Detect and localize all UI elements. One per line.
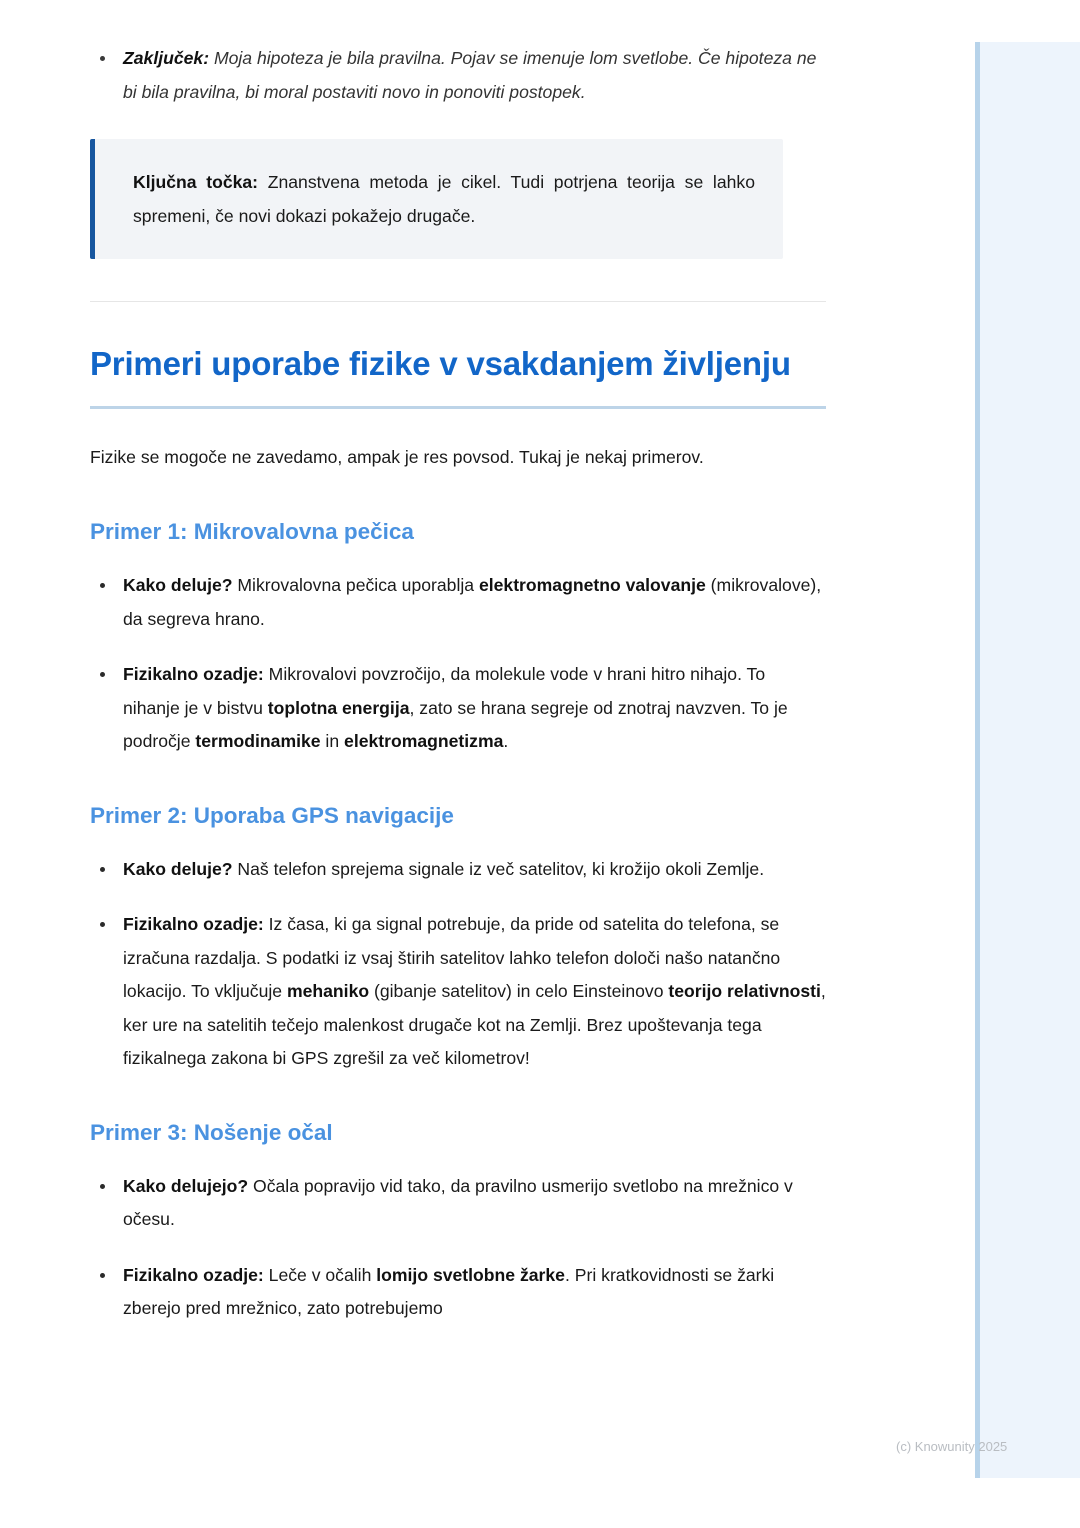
bullet-lead-label: Fizikalno ozadje: [123, 1264, 264, 1285]
bullet-strong-term: elektromagnetno valovanje [478, 575, 706, 595]
example-1-bullet-list [90, 569, 826, 759]
callout-paragraph [133, 165, 755, 233]
example-heading-2: Primer 2: Uporaba GPS navigacije [90, 802, 454, 828]
bullet-text-part: Iz časa, ki ga signal potrebuje, da pride od satelita do telefona, se izračuna razdalja. S podatki iz vsaj štirih satelitov lahko telefon določi našo natančno lokacijo. To vključuje [123, 914, 781, 1001]
example-heading-1: Primer 1: Mikrovalovna pečica [90, 519, 414, 544]
bullet-text-part: Očala popravijo vid tako, da pravilno usmerijo svetlobo na mrežnico v očesu. [123, 1175, 793, 1229]
list-item [90, 658, 826, 759]
list-item [90, 1259, 826, 1326]
bullet-lead-label: Kako deluje? [123, 575, 233, 595]
bullet-text-part: Naš telefon sprejema signale iz več satelitov, ki krožijo okoli Zemlje. [232, 858, 765, 879]
example-2-bullet-list [90, 853, 826, 1076]
document-content [90, 42, 826, 1326]
example-heading-3: Primer 3: Nošenje očal [90, 1119, 333, 1145]
example-3-bullet-list [90, 1170, 826, 1326]
bullet-lead-label: Kako deluje? [123, 858, 233, 879]
side-scroll-panel-edge[interactable] [975, 42, 980, 1478]
bullet-lead-label: Fizikalno ozadje: [123, 914, 264, 934]
list-item [90, 908, 826, 1076]
key-point-callout [90, 139, 783, 259]
bullet-text-part: Mikrovalovi povzročijo, da molekule vode v hrani hitro nihajo. To nihanje je v bistvu [123, 664, 766, 718]
bullet-strong-term: elektromagnetizma [344, 731, 504, 751]
bullet-text-part: in [320, 731, 345, 751]
intro-paragraph: Fizike se mogoče ne zavedamo, ampak je res povsod. Tukaj je nekaj primerov. [90, 447, 704, 467]
bullet-strong-term: mehaniko [286, 981, 370, 1001]
callout-text: Znanstvena metoda je cikel. Tudi potrjena teorija se lahko spremeni, če novi dokazi pokažejo drugače. [133, 172, 755, 226]
bullet-strong-term: toplotna energija [267, 697, 410, 718]
bullet-text: Moja hipoteza je bila pravilna. Pojav se imenuje lom svetlobe. Če hipoteza ne bi bila pravilna, bi moral postaviti novo in ponoviti postopek. [123, 48, 817, 102]
bullet-text-part: , ker ure na satelitih tečejo malenkost drugače kot na Zemlji. Brez upoštevanja tega fizikalnega zakona bi GPS zgrešil za več kilometrov! [123, 981, 826, 1068]
bullet-text-part: . Pri kratkovidnosti se žarki zberejo pred mrežnico, zato potrebujemo [123, 1264, 775, 1318]
title-underline [90, 406, 826, 409]
conclusion-bullet-list [90, 42, 826, 109]
callout-label: Ključna točka: [133, 172, 259, 192]
bullet-text-part: (mikrovalove), da segreva hrano. [123, 575, 822, 629]
bullet-lead-label: Fizikalno ozadje: [123, 664, 264, 684]
list-item [90, 1170, 826, 1237]
bullet-strong-term: lomijo svetlobne žarke [376, 1264, 565, 1285]
bullet-strong-term: teorijo relativnosti [668, 981, 821, 1001]
bullet-text-part: Mikrovalovna pečica uporablja [232, 575, 479, 595]
bullet-lead-label: Zaključek: [123, 48, 210, 68]
list-item [90, 853, 826, 887]
list-item [90, 42, 826, 109]
bullet-lead-label: Kako delujejo? [123, 1175, 249, 1196]
bullet-text-part: Leče v očalih [263, 1264, 377, 1285]
section-divider [90, 301, 826, 302]
bullet-text-part: , zato se hrana segreje od znotraj navzven. To je področje [123, 697, 788, 751]
bullet-text-part: (gibanje satelitov) in celo Einsteinovo [369, 981, 669, 1001]
bullet-text-part: . [503, 731, 509, 751]
list-item [90, 569, 826, 636]
copyright-watermark: (c) Knowunity 2025 [896, 1439, 1008, 1454]
bullet-strong-term: termodinamike [195, 731, 321, 751]
side-scroll-panel[interactable] [975, 42, 1080, 1478]
page-title: Primeri uporabe fizike v vsakdanjem življenju [90, 345, 791, 382]
